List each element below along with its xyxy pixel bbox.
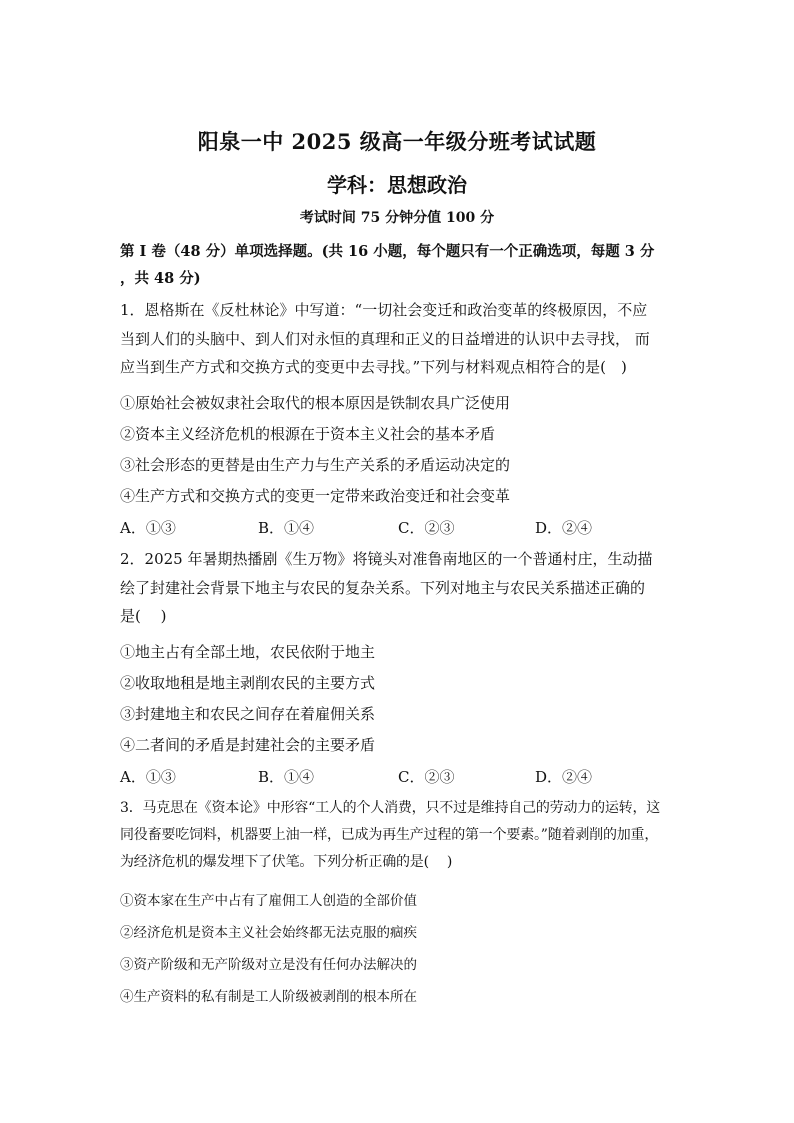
statement-item: ①地主占有全部土地，农民依附于地主: [120, 643, 376, 661]
statement-item: ④二者间的矛盾是封建社会的主要矛盾: [120, 736, 376, 754]
stem-line: 是( ): [120, 607, 167, 625]
choice-b[interactable]: B．①④: [258, 768, 315, 786]
choice-c[interactable]: C．②③: [398, 768, 455, 786]
exam-subject: 学科：思想政治: [327, 173, 467, 197]
statement-item: ②收取地租是地主剥削农民的主要方式: [120, 674, 376, 692]
statement-item: ①原始社会被奴隶社会取代的根本原因是铁制农具广泛使用: [120, 394, 511, 412]
choice-b[interactable]: B．①④: [258, 519, 315, 537]
statement-item: ④生产方式和交换方式的变更一定带来政治变迁和社会变革: [120, 487, 511, 505]
exam-title: 阳泉一中 2025 级高一年级分班考试试题: [197, 129, 597, 154]
statement-item: ③资产阶级和无产阶级对立是没有任何办法解决的: [120, 957, 417, 973]
question-3-stem: [120, 795, 680, 876]
question-2-stem: [120, 545, 680, 631]
question-1-stem: [120, 296, 680, 382]
stem-line: 3．马克思在《资本论》中形容“工人的个人消费，只不过是维持自己的劳动力的运转，这: [120, 800, 661, 816]
choice-d[interactable]: D．②④: [535, 768, 593, 786]
stem-line: 同役畜要吃饲料，机器要上油一样，已成为再生产过程的第一个要素。”随着剥削的加重，: [120, 827, 659, 843]
exam-info: 考试时间 75 分钟分值 100 分: [299, 210, 495, 226]
stem-line: 2．2025 年暑期热播剧《生万物》将镜头对准鲁南地区的一个普通村庄，生动描: [120, 550, 653, 568]
stem-line: 绘了封建社会背景下地主与农民的复杂关系。下列对地主与农民关系描述正确的: [120, 578, 646, 597]
choice-c[interactable]: C．②③: [398, 519, 455, 537]
statement-item: ③封建地主和农民之间存在着雇佣关系: [120, 705, 376, 723]
statement-item: ①资本家在生产中占有了雇佣工人创造的全部价值: [120, 893, 417, 909]
statement-item: ②资本主义经济危机的根源在于资本主义社会的基本矛盾: [120, 425, 496, 443]
section-heading-line: 第 I 卷（48 分）单项选择题。(共 16 小题，每个题只有一个正确选项，每题 3 分: [120, 243, 655, 260]
section-heading: [120, 238, 680, 292]
stem-line: 为经济危机的爆发埋下了伏笔。下列分析正确的是( ): [120, 854, 453, 870]
section-heading-line: ，共 48 分): [120, 270, 201, 287]
statement-item: ④生产资料的私有制是工人阶级被剥削的根本所在: [120, 989, 417, 1005]
stem-line: 应当到生产方式和交换方式的变更中去寻找。”下列与材料观点相符合的是( ): [120, 358, 627, 376]
statement-item: ②经济危机是资本主义社会始终都无法克服的痼疾: [120, 925, 417, 941]
statement-item: ③社会形态的更替是由生产力与生产关系的矛盾运动决定的: [120, 456, 511, 474]
choice-a[interactable]: A．①③: [120, 768, 176, 786]
stem-line: 1．恩格斯在《反杜林论》中写道：“一切社会变迁和政治变革的终极原因，不应: [120, 301, 648, 319]
stem-line: 当到人们的头脑中、到人们对永恒的真理和正义的日益增进的认识中去寻找， 而: [120, 329, 650, 348]
choice-d[interactable]: D．②④: [535, 519, 593, 537]
choice-a[interactable]: A．①③: [120, 519, 176, 537]
